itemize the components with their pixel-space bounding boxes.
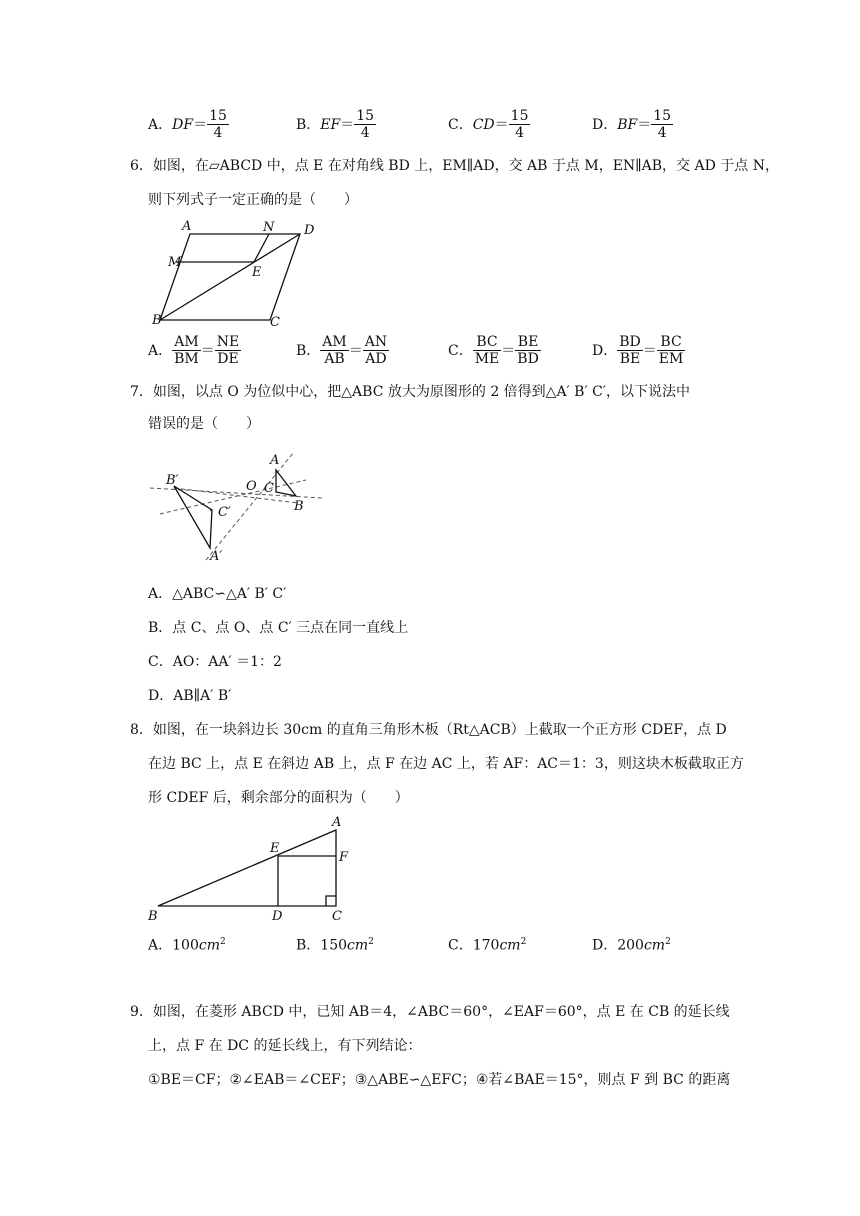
fraction bbox=[473, 334, 502, 367]
label-a-prime: A′ bbox=[210, 549, 223, 564]
numerator: BD bbox=[619, 334, 641, 350]
option-var: EF bbox=[320, 116, 341, 133]
label-c: C bbox=[264, 481, 274, 496]
option-label: A． bbox=[148, 342, 173, 359]
q6-option-c bbox=[448, 334, 541, 367]
option-unit: cm bbox=[643, 937, 666, 954]
label-a: A bbox=[182, 219, 192, 234]
label-e: E bbox=[252, 265, 262, 280]
option-value: 170 bbox=[472, 937, 500, 954]
option-value: 100 bbox=[172, 937, 199, 954]
equals-sign: ＝ bbox=[200, 342, 215, 359]
q8-option-a bbox=[148, 932, 226, 956]
denominator: BD bbox=[517, 351, 539, 367]
option-unit: cm bbox=[198, 937, 220, 954]
equals-sign: ＝ bbox=[193, 116, 208, 133]
option-label: D． bbox=[592, 342, 618, 359]
option-unit: cm bbox=[347, 937, 369, 954]
equals-sign: ＝ bbox=[642, 342, 657, 359]
q8-stem-line2: 在边 BC 上，点 E 在斜边 AB 上，点 F 在边 AC 上，若 AF：AC＝1：3，则这块木板截取正方 bbox=[148, 756, 744, 772]
fraction bbox=[172, 334, 201, 367]
label-a: A bbox=[270, 453, 280, 468]
equals-sign: ＝ bbox=[348, 342, 363, 359]
label-b-prime: B′ bbox=[166, 473, 179, 488]
option-label: D． bbox=[592, 116, 618, 133]
dashed-line-2 bbox=[160, 480, 306, 514]
triangle-acb bbox=[158, 830, 336, 906]
fraction bbox=[617, 334, 643, 367]
denominator: 4 bbox=[509, 124, 531, 141]
option-label: A． bbox=[148, 116, 173, 133]
label-d: D bbox=[272, 909, 283, 924]
q9-stem-line1: 9．如图，在菱形 ABCD 中，已知 AB＝4，∠ABC＝60°，∠EAF＝60°，点 E 在 CB 的延长线 bbox=[130, 1004, 730, 1020]
option-var: DF bbox=[172, 116, 194, 133]
option-label: D． bbox=[592, 937, 618, 954]
option-value: 150 bbox=[320, 937, 348, 954]
label-d: D bbox=[304, 223, 315, 238]
label-e: E bbox=[270, 841, 280, 856]
fraction bbox=[215, 334, 241, 367]
q8-option-d bbox=[592, 932, 671, 956]
numerator: 15 bbox=[510, 108, 529, 124]
equals-sign: ＝ bbox=[494, 116, 509, 133]
equals-sign: ＝ bbox=[340, 116, 355, 133]
q8-option-c bbox=[448, 932, 526, 956]
q6-option-a bbox=[148, 334, 241, 367]
label-o: O bbox=[246, 479, 257, 494]
q8-stem-line3: 形 CDEF 后，剩余部分的面积为（ ） bbox=[148, 790, 409, 806]
numerator: NE bbox=[216, 334, 240, 350]
q6-parallelogram-figure bbox=[140, 214, 330, 328]
q7-stem-line1: 7．如图，以点 O 为位似中心，把△ABC 放大为原图形的 2 倍得到△A′ B′ C′，以下说法中 bbox=[130, 384, 690, 400]
fraction bbox=[354, 108, 376, 141]
numerator: BC bbox=[476, 334, 498, 350]
option-label: B． bbox=[296, 342, 321, 359]
q8-option-b bbox=[296, 932, 374, 956]
option-value: 200 bbox=[617, 937, 644, 954]
denominator: BM bbox=[174, 351, 199, 367]
numerator: BC bbox=[660, 334, 682, 350]
label-c: C bbox=[332, 909, 342, 924]
option-exponent: 2 bbox=[368, 937, 374, 947]
fraction bbox=[320, 334, 348, 367]
option-exponent: 2 bbox=[520, 937, 527, 947]
label-c: C bbox=[270, 315, 280, 328]
q7-option-a: A．△ABC∽△A′ B′ C′ bbox=[148, 586, 287, 602]
numerator: BE bbox=[517, 334, 539, 350]
q5-option-b bbox=[296, 108, 376, 141]
equals-sign: ＝ bbox=[637, 116, 652, 133]
fraction bbox=[651, 108, 673, 141]
denominator: 4 bbox=[651, 124, 673, 141]
triangle-apbpcp bbox=[174, 486, 212, 548]
denominator: 4 bbox=[207, 124, 229, 141]
numerator: AM bbox=[174, 334, 199, 350]
numerator: AN bbox=[364, 334, 388, 350]
fraction bbox=[207, 108, 229, 141]
q9-stem-line3: ①BE＝CF；②∠EAB＝∠CEF；③△ABE∽△EFC；④若∠BAE＝15°，则点 F 到 BC 的距离 bbox=[148, 1072, 731, 1088]
option-unit: cm bbox=[499, 937, 521, 954]
label-c-prime: C′ bbox=[218, 505, 231, 520]
numerator: 15 bbox=[356, 108, 375, 124]
denominator: 4 bbox=[354, 124, 376, 141]
label-n: N bbox=[263, 220, 275, 235]
fraction bbox=[509, 108, 531, 141]
q8-right-triangle-figure bbox=[140, 812, 360, 924]
q8-stem-line1: 8．如图，在一块斜边长 30cm 的直角三角形木板（Rt△ACB）上截取一个正方形 CDEF，点 D bbox=[130, 722, 727, 738]
option-exponent: 2 bbox=[219, 937, 226, 947]
q7-option-b: B．点 C、点 O、点 C′ 三点在同一直线上 bbox=[148, 620, 409, 636]
q5-option-c bbox=[448, 108, 530, 141]
fraction bbox=[657, 334, 686, 367]
diagonal-bd bbox=[160, 234, 300, 320]
option-label: B． bbox=[296, 116, 321, 133]
denominator: AD bbox=[363, 350, 389, 367]
q6-option-d bbox=[592, 334, 685, 367]
label-b: B bbox=[294, 499, 304, 514]
q6-stem-line1: 6．如图，在▱ABCD 中，点 E 在对角线 BD 上，EM∥AD，交 AB 于点 M，EN∥AB，交 AD 于点 N， bbox=[130, 158, 779, 174]
numerator: 15 bbox=[653, 108, 672, 124]
q6-stem-line2: 则下列式子一定正确的是（ ） bbox=[148, 192, 358, 208]
label-f: F bbox=[339, 850, 349, 865]
numerator: AM bbox=[322, 334, 347, 350]
denominator: EM bbox=[658, 351, 684, 367]
option-label: B． bbox=[296, 937, 321, 954]
denominator: ME bbox=[474, 351, 500, 367]
q7-option-d: D．AB∥A′ B′ bbox=[148, 688, 232, 704]
q7-homothety-figure bbox=[146, 448, 326, 570]
label-b: B bbox=[152, 313, 162, 328]
denominator: AB bbox=[320, 350, 348, 367]
option-label: C． bbox=[448, 342, 473, 359]
q9-stem-line2: 上，点 F 在 DC 的延长线上，有下列结论： bbox=[148, 1038, 422, 1054]
option-label: C． bbox=[448, 937, 473, 954]
denominator: DE bbox=[215, 350, 241, 367]
label-m: M bbox=[168, 255, 182, 270]
denominator: BE bbox=[617, 350, 643, 367]
option-var: BF bbox=[617, 116, 638, 133]
fraction bbox=[515, 334, 541, 367]
q7-stem-line2: 错误的是（ ） bbox=[148, 416, 260, 432]
q7-option-c: C．AO：AA′ ＝1：2 bbox=[148, 654, 282, 670]
label-b: B bbox=[148, 909, 158, 924]
label-a: A bbox=[332, 815, 342, 830]
numerator: 15 bbox=[209, 108, 227, 124]
q5-option-d bbox=[592, 108, 673, 141]
option-label: C． bbox=[448, 116, 473, 133]
fraction bbox=[363, 334, 389, 367]
option-label: A． bbox=[148, 937, 173, 954]
q5-option-a bbox=[148, 108, 229, 141]
option-exponent: 2 bbox=[665, 937, 671, 947]
option-var: CD bbox=[472, 116, 495, 133]
equals-sign: ＝ bbox=[501, 342, 516, 359]
q6-option-b bbox=[296, 334, 389, 367]
right-angle-mark bbox=[326, 896, 336, 906]
